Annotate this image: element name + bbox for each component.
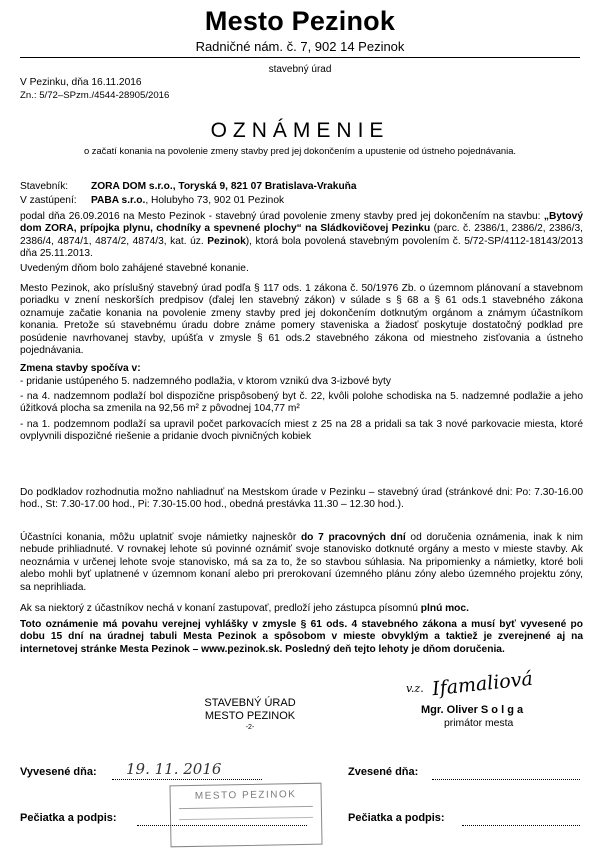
removed-date-line <box>432 779 580 780</box>
p1-text-a: podal dňa 26.09.2016 na Mesto Pezinok - stavebný úrad povolenie zmeny stavby pred jej dokončením na stavbu: <box>20 211 544 222</box>
paragraph-representation <box>20 603 583 615</box>
builder-label: Stavebník: <box>20 181 69 192</box>
department-label: stavebný úrad <box>268 64 332 75</box>
posted-label: Vyvesené dňa: <box>20 766 97 778</box>
stamp-imprint-text: MESTO PEZINOK <box>194 789 297 802</box>
office-line-1: STAVEBNÝ ÚRAD <box>204 697 296 709</box>
p5-text-a: Účastníci konania, môžu uplatniť svoje námietky najneskôr <box>20 532 301 543</box>
reference-number: Zn.: 5/72–SPzm./4544-28905/2016 <box>20 90 170 101</box>
paragraph-commenced: Uvedeným dňom bolo zahájené stavebné konanie. <box>20 263 249 274</box>
p5-deadline: do 7 pracovných dní <box>300 532 406 543</box>
paragraph-public-notice: Toto oznámenie má povahu verejnej vyhlášky v zmysle § 61 ods. 4 stavebného zákona a musí byť vyvesené po dobu 15 dní na úradnej tabuli Mesta Pezinok a spôsobom v mieste obvyklým a taktiež je zverejnené aj na internetovej stránke Mesta Pezinok – www.pezinok.sk. Posledný deň tejto lehoty je dňom doručenia. <box>20 619 583 655</box>
paragraph-notice: Mesto Pezinok, ako príslušný stavebný úrad podľa § 117 ods. 1 zákona č. 50/1976 Zb. o územnom plánovaní a stavebnom poriadku v znení neskorších predpisov (ďalej len stavebný zákon) v súlade s § 68 a § 61 ods.1 stavebného zákona oznamuje začatie konania na povolenie zmeny stavby pred jej dokončením dotknutým orgánom a známym účastníkom konania. Pretože sú stavebnému úradu dobre známe pomery staveniska a žiadosť poskytuje dostatočný podklad pre posúdenie navrhovanej stavby, upúšťa v zmysle § 61 ods.2 stavebného zákona od miestneho zisťovania a ústneho pojednávania. <box>20 283 583 357</box>
posted-date-handwritten: 19. 11. 2016 <box>126 760 222 778</box>
document-subheading: o začatí konania na povolenie zmeny stavby pred jej dokončením a upustenie od ústneho pojednávania. <box>83 145 517 156</box>
office-line-2: MESTO PEZINOK <box>204 710 296 722</box>
representative-name: PABA s.r.o. <box>91 195 146 206</box>
builder-value: ZORA DOM s.r.o., Toryská 9, 821 07 Bratislava-Vrakuňa <box>91 181 357 192</box>
representative-row <box>20 195 284 206</box>
place-date: V Pezinku, dňa 16.11.2016 <box>20 77 142 88</box>
removed-label: Zvesené dňa: <box>348 766 419 778</box>
change-item-1: - pridanie ustúpeného 5. nadzemného podlažia, v ktorom vznikú dva 3-izbové byty <box>20 376 391 387</box>
representative-label: V zastúpení: <box>20 195 77 206</box>
p5-text-c: od doručenia oznámenia, inak k nim nebude prihliadnuté. V rovnakej lehote sú povinné oznámiť svoje stanovisko dotknuté orgány a mesto v mieste stavby. Ak neoznámia v určenej lehote svoje stanovisko, má sa za to, že so stavbou súhlasia. Na pripomienky a námietky, ktoré boli alebo mohli byť uplatnené v územnom konaní alebo pri prerokovaní územného plánu zóny alebo územného projektu zóny, sa neprihliada. <box>20 532 583 593</box>
p1-text-e: ), ktorá bola povolená stavebným povolením č. 5/72-SP/4112-18143/2013 dňa 25.11.2013. <box>20 235 584 260</box>
p1-cadastral: Pezinok <box>207 235 246 247</box>
city-address: Radničné nám. č. 7, 902 14 Pezinok <box>195 39 405 54</box>
paragraph-inspection: Do podkladov rozhodnutia možno nahliadnuť na Mestskom úrade v Pezinku – stavebný úrad (stránkové dni: Po: 7.30-16.00 hod., St: 7.30-17.00 hod., Pi: 7.30-15.00 hod., obedná prestávka 11.30 – 12.30 hod.). <box>20 487 583 511</box>
header-rule <box>20 57 580 58</box>
paragraph-objections <box>20 532 583 594</box>
change-item-3: - na 1. podzemnom podlaží sa upravil počet parkovacích miest z 25 na 28 a pridali sa tak 3 nové parkovacie miesta, ktoré ovplyvnili dispozičné riešenie a pridanie dvoch pivničných kobiek <box>20 419 583 443</box>
document-heading: OZNÁMENIE <box>210 119 390 142</box>
stamp-line-right <box>462 825 580 826</box>
change-item-2: - na 4. nadzemnom podlaží bol dispozične prispôsobený byt č. 22, kvôli polohe schodiska na 5. nadzemné podlažie a jeho úžitková plocha sa zmenila na 92,56 m² z pôvodnej 104,77 m² <box>20 391 583 415</box>
p6-text-a: Ak sa niektorý z účastníkov nechá v konaní zastupovať, predloží jeho zástupca písomnú <box>20 603 421 614</box>
signer-role: primátor mesta <box>444 718 514 729</box>
handwritten-signature: Ifamaliová <box>431 667 534 701</box>
office-stamp-text <box>175 697 325 733</box>
signer-prefix: v.z. <box>406 682 424 695</box>
builder-row <box>20 181 357 192</box>
stamp-label-left: Pečiatka a podpis: <box>20 812 117 824</box>
paragraph-application <box>20 211 583 261</box>
p1-text-c: (parc. č. 2386/1, 2386/2, 2386/3, 2386/4, 4874/1, 4874/2, 4874/3, kat. úz. <box>20 223 584 247</box>
stamp-label-right: Pečiatka a podpis: <box>348 812 445 824</box>
changes-title: Zmena stavby spočíva v: <box>20 363 141 374</box>
signer-name: Mgr. Oliver S o l g a <box>421 704 524 716</box>
stamp-imprint <box>169 783 322 848</box>
city-title: Mesto Pezinok <box>204 6 396 36</box>
p1-project-name: „Bytový dom ZORA, prípojka plynu, chodníky a spevnené plochy“ na Sládkovičovej Pezinku <box>20 211 583 235</box>
posted-date-line <box>112 779 262 780</box>
page-marker: -2- <box>245 724 255 731</box>
representative-address: , Holubyho 73, 902 01 Pezinok <box>145 195 285 206</box>
p6-power-of-attorney: plnú moc. <box>420 603 469 614</box>
